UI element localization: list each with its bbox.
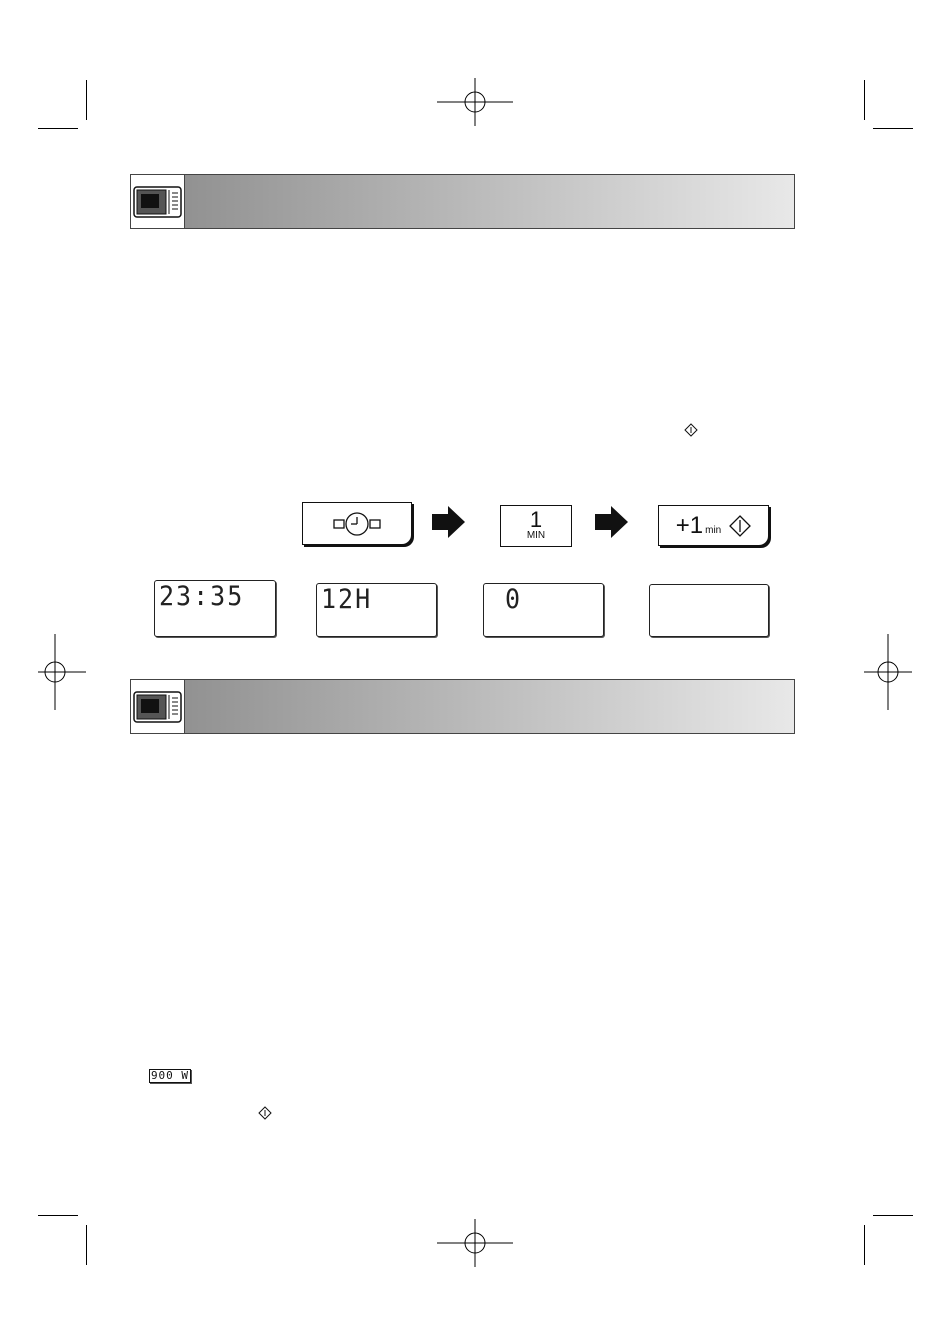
lcd-display-1 [154,580,276,637]
lcd-display-3 [483,583,604,637]
one-min-button[interactable] [500,505,572,547]
crop-mark [86,80,87,120]
crop-mark [86,1225,87,1265]
right-arrow-icon [432,505,466,539]
start-diamond-icon [258,1106,272,1120]
registration-mark-icon [437,1205,513,1281]
clock-button[interactable] [302,502,412,545]
start-diamond-icon [729,515,751,537]
section-header-1 [130,174,795,229]
crop-mark [38,1215,78,1216]
one-min-label: MIN [526,530,546,541]
start-diamond-icon [684,423,698,437]
crop-mark [873,128,913,129]
registration-mark-icon [850,634,926,710]
lcd-value: 12H [321,584,373,615]
lcd-value: 0 [488,584,523,615]
clock-key-icon [332,512,382,536]
power-level-badge: 900 W [150,1069,190,1082]
microwave-icon [131,680,184,733]
lcd-value: 23:35 [159,581,245,612]
plus-one-min-start-button[interactable] [658,505,769,546]
microwave-icon-box [131,680,185,733]
plus-one-min-label: min [705,525,722,536]
registration-mark-icon [437,64,513,140]
crop-mark [864,1225,865,1265]
lcd-display-2 [316,583,437,637]
plus-one-label: +1 [675,511,704,539]
registration-mark-icon [24,634,100,710]
crop-mark [38,128,78,129]
crop-mark [873,1215,913,1216]
microwave-icon-box [131,175,185,228]
microwave-icon [131,175,184,228]
one-min-number: 1 [529,507,543,532]
crop-mark [864,80,865,120]
lcd-display-4 [649,584,769,637]
right-arrow-icon [595,505,629,539]
section-header-2 [130,679,795,734]
